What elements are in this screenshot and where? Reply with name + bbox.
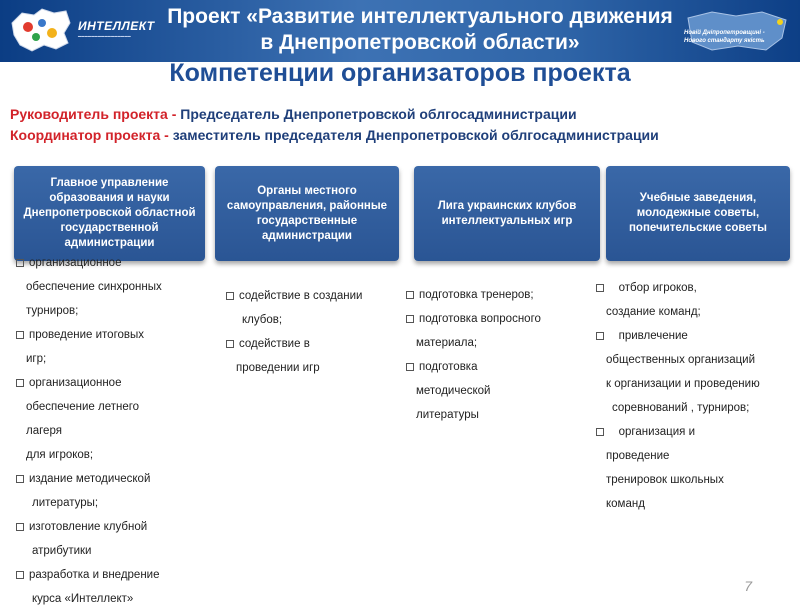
bullet-icon — [406, 315, 414, 323]
list-item: для игроков; — [26, 449, 94, 461]
list-item: проведение — [606, 450, 670, 462]
bullet-icon — [596, 284, 604, 292]
column-local-government-tasks — [226, 284, 362, 380]
logo-text: ИНТЕЛЛЕКТ — [78, 19, 155, 33]
list-item: команд — [606, 498, 645, 510]
list-item: привлечение — [596, 324, 760, 348]
bullet-icon — [16, 475, 24, 483]
list-item: турниров; — [26, 305, 79, 317]
list-item: литературы — [416, 409, 479, 421]
page-title: Компетенции организаторов проекта — [169, 59, 631, 87]
list-item: материала; — [416, 337, 478, 349]
project-coordinator-line: Координатор проекта - заместитель председателя Днепропетровской облгосадминистрации — [10, 127, 659, 143]
list-item: подготовка — [406, 355, 541, 379]
list-item: обеспечение летнего — [26, 401, 140, 413]
list-item: проведение итоговых — [16, 323, 162, 347]
banner-title: Проект «Развитие интеллектуального движения в Днепропетровской области» — [167, 5, 673, 54]
list-item: клубов; — [242, 314, 283, 326]
bullet-icon — [596, 332, 604, 340]
bullet-icon — [16, 571, 24, 579]
list-item: тренировок школьных — [606, 474, 724, 486]
list-item: отбор игроков, — [596, 276, 760, 300]
bullet-icon — [16, 523, 24, 531]
list-item: проведении игр — [236, 362, 320, 374]
list-item: методической — [416, 385, 491, 397]
project-leader-line: Руководитель проекта - Председатель Днепропетровской облгосадминистрации — [10, 106, 577, 122]
list-item: организация и — [596, 420, 760, 444]
list-item: разработка и внедрение — [16, 563, 162, 587]
column-education-tasks — [16, 251, 162, 611]
box-education-department: Главное управление образования и науки Днепропетровской областной государственной администрации — [14, 166, 205, 261]
list-item: организационное — [16, 371, 162, 395]
list-item: подготовка вопросного — [406, 307, 541, 331]
bullet-icon — [16, 379, 24, 387]
region-logo-line2: Нового стандарту якість — [684, 38, 765, 44]
bullet-icon — [16, 331, 24, 339]
bullet-icon — [406, 291, 414, 299]
list-item: обеспечение синхронных — [26, 281, 162, 293]
list-item: создание команд; — [606, 306, 701, 318]
list-item: атрибутики — [32, 545, 92, 557]
bullet-icon — [406, 363, 414, 371]
column-institutions-tasks — [596, 276, 760, 516]
bullet-icon — [596, 428, 604, 436]
bullet-icon — [16, 259, 24, 267]
list-item: содействие в создании — [226, 284, 362, 308]
column-league-tasks — [406, 283, 541, 427]
list-item: литературы; — [32, 497, 99, 509]
list-item: изготовление клубной — [16, 515, 162, 539]
header-banner — [0, 0, 800, 62]
region-logo-line1: Новій Дніпропетровщині - — [684, 30, 765, 36]
page-number: 7 — [744, 578, 752, 594]
box-league-clubs: Лига украинских клубов интеллектуальных игр — [414, 166, 600, 261]
bullet-icon — [226, 292, 234, 300]
intellekt-logo — [8, 5, 158, 57]
list-item: организационное — [16, 251, 162, 275]
bullet-icon — [226, 340, 234, 348]
box-educational-institutions: Учебные заведения, молодежные советы, попечительские советы — [606, 166, 790, 261]
list-item: курса «Интеллект» — [32, 593, 134, 605]
list-item: содействие в — [226, 332, 362, 356]
list-item: соревнований , турниров; — [612, 402, 750, 414]
list-item: игр; — [26, 353, 47, 365]
box-local-government: Органы местного самоуправления, районные государственные администрации — [215, 166, 399, 261]
region-logo — [682, 8, 792, 54]
list-item: издание методической — [16, 467, 162, 491]
list-item: общественных организаций — [606, 354, 756, 366]
list-item: к организации и проведению — [606, 378, 760, 390]
map-logo-icon — [8, 5, 74, 57]
list-item: подготовка тренеров; — [406, 283, 541, 307]
logo-subtext: ━━━━━━━━━━━━━━━━ — [78, 34, 131, 40]
list-item: лагеря — [26, 425, 62, 437]
